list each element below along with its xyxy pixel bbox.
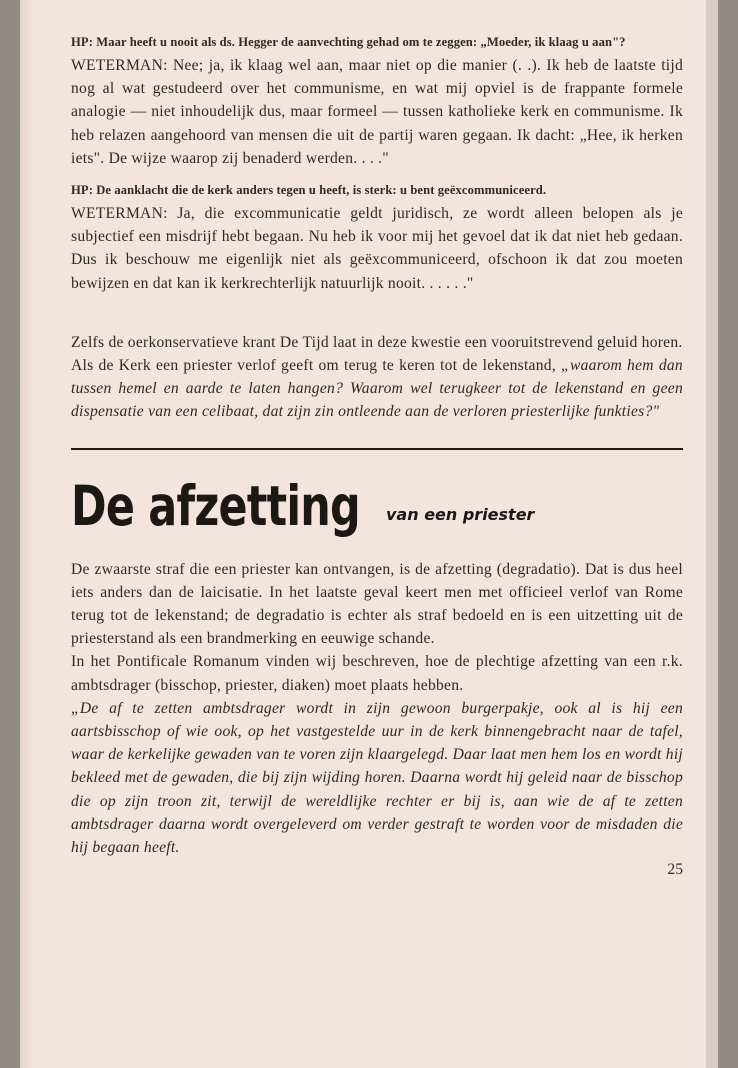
book-page (20, 0, 718, 1068)
interview-question-1: HP: Maar heeft u nooit als ds. Hegger de aanvechting gehad om te zeggen: „Moeder, ik klaag u aan"? (71, 35, 626, 49)
quote-italic: „waarom hem dan tussen hemel en aarde te laten hangen? Waarom wel terugkeer tot de lekenstand en geen dispensatie van een celibaat, dat zijn zin ontleende aan de verloren priesterlijke funkties?" (71, 357, 683, 421)
section-heading (71, 472, 683, 538)
section-subtitle: van een priester (386, 504, 535, 524)
interview-answer-1: WETERMAN: Nee; ja, ik klaag wel aan, maar niet op die manier (. .). Ik heb de laatste tijd nog al wat gestudeerd over het communisme, en wat mij opviel is de frappante formele analogie — niet inhoudelijk dus, maar formeel — tussen katholieke kerk en communisme. Ik heb relazen aangehoord van mensen die uit de partij waren gegaan. Ik dacht: „Hee, ik herken iets". De wijze waarop zij benaderd werden. . . ." (71, 57, 683, 167)
page-content (71, 34, 683, 879)
paragraph-gap (71, 307, 683, 331)
page-gutter (20, 0, 34, 1068)
interview-answer-2: WETERMAN: Ja, die excommunicatie geldt juridisch, ze wordt alleen belopen als je subjectief een misdrijf hebt begaan. Nu heb ik voor mij het gevoel dat ik dat niet heb gedaan. Dus ik beschouw me eigenlijk niet als geëxcommuniceerd, ofschoon ik dat zou moeten bewijzen en dat kan ik kerkrechterlijk natuurlijk nooit. . . . . ." (71, 205, 683, 292)
paragraph-pontificale: In het Pontificale Romanum vinden wij beschreven, hoe de plechtige afzetting van een r.k. ambtsdrager (bisschop, priester, diaken) moet plaats hebben. (71, 653, 683, 694)
quote-intro: Als de Kerk een priester verlof geeft om terug te keren tot de lekenstand, (71, 357, 562, 375)
paragraph-degradatio: De zwaarste straf die een priester kan ontvangen, is de afzetting (degradatio). Dat is dus heel iets anders dan de laicisatie. In het laatste geval keert men met officieel verlof van Rome terug tot de lekenstand; de degradatio is echter als straf bedoeld en is een uitzetting uit de priesterstand als een brandmerking en eeuwige schande. (71, 560, 683, 648)
paragraph-de-tijd: Zelfs de oerkonservatieve krant De Tijd laat in deze kwestie een vooruitstrevend geluid horen. (71, 333, 683, 351)
interview-question-2: HP: De aanklacht die de kerk anders tegen u heeft, is sterk: u bent geëxcommuniceerd. (71, 183, 547, 198)
section-divider (71, 448, 683, 450)
page-number: 25 (667, 861, 683, 879)
section-body (71, 558, 683, 860)
paragraph-ceremony-quote: „De af te zetten ambtsdrager wordt in zijn gewoon burgerpakje, ook al is hij een aartsbisschop of wie ook, op het vastgestelde uur in de kerk binnengebracht naar de tafel, waar de kerkelijke gewaden van te voren zijn klaargelegd. Daar laat men hem los en wordt hij bekleed met de gewaden, die bij zijn wijding horen. Daarna wordt hij geleid naar de bisschop die op zijn troon zit, terwijl de wereldlijke rechter er bij is, aan wie de af te zetten ambtsdrager daarna wordt overgeleverd om verder gestraft te worden voor de misdaden die hij begaan heeft. (71, 699, 683, 857)
section-title: De afzetting (71, 473, 360, 538)
paragraph-quote (71, 354, 683, 424)
